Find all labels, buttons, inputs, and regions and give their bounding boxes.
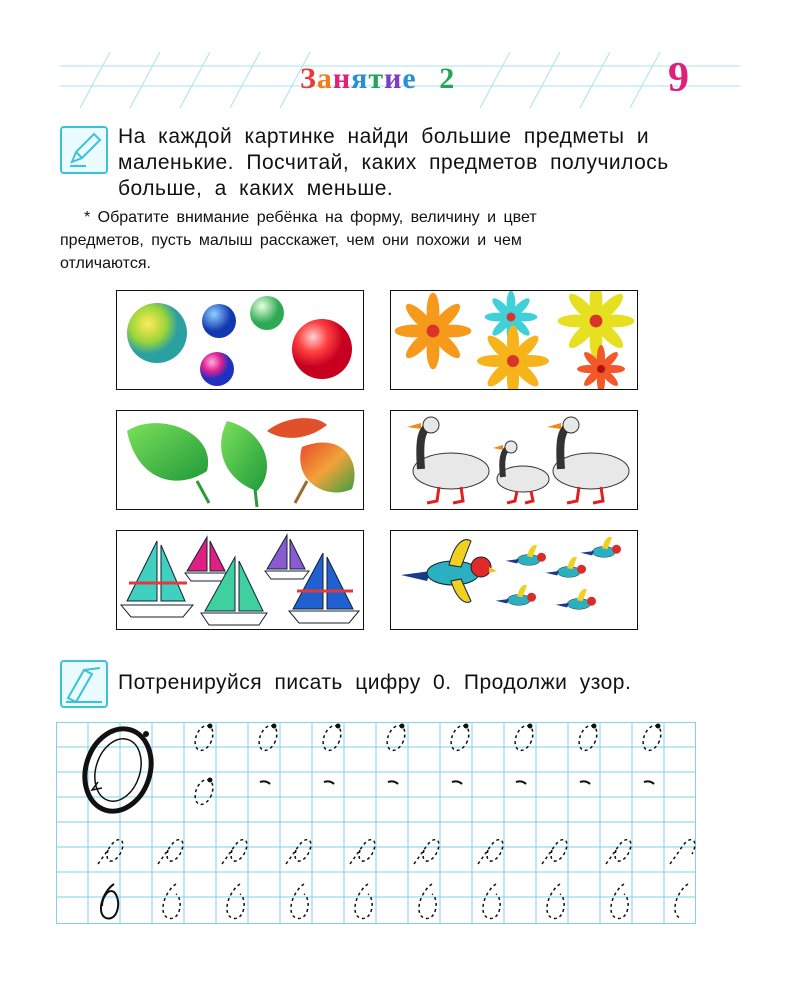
lesson-title — [300, 62, 455, 96]
trace-loop — [98, 840, 123, 864]
trace-loop — [222, 840, 247, 864]
pencil-icon — [60, 126, 108, 174]
start-mark — [452, 781, 462, 784]
note-line: отличаются. — [60, 255, 151, 272]
title-letter: а — [316, 62, 333, 95]
trace-zero — [256, 723, 281, 753]
flower-large — [395, 293, 472, 370]
title-letter: т — [368, 62, 385, 95]
trace-zero — [640, 723, 665, 753]
trace-loop — [286, 840, 311, 864]
bird-small — [556, 589, 597, 609]
bird-small — [581, 537, 622, 557]
trace-loop — [542, 840, 567, 864]
sailboat-large — [121, 541, 193, 617]
trace-loop — [606, 840, 631, 864]
picture-leaves — [116, 410, 364, 510]
start-mark — [388, 781, 398, 784]
ball-small — [200, 352, 234, 386]
start-mark — [644, 781, 654, 784]
trace-zero — [576, 723, 601, 753]
goose-large — [407, 417, 489, 503]
start-mark — [324, 781, 334, 784]
ball-small — [250, 296, 284, 330]
goose-large — [547, 417, 629, 503]
leaf-large — [295, 443, 355, 503]
note-line: * Обратите внимание ребёнка на форму, величину и цвет — [84, 209, 537, 226]
trace-loop — [670, 840, 695, 864]
picture-flowers — [390, 290, 638, 390]
bird-small — [546, 557, 587, 577]
flower-large — [558, 291, 635, 359]
trace-loop-zero — [611, 884, 628, 918]
trace-loop-zero — [163, 884, 180, 918]
pen-icon — [60, 660, 108, 708]
trace-zero — [192, 777, 217, 807]
title-letter: и — [384, 62, 403, 95]
leaf-large — [221, 421, 267, 507]
sailboat-small — [185, 537, 229, 581]
title-letter: я — [351, 62, 369, 95]
bird-small — [506, 545, 547, 565]
ball-large — [127, 303, 187, 363]
start-mark — [516, 781, 526, 784]
writing-grid — [56, 722, 696, 924]
ball-small — [202, 304, 236, 338]
page-number: 9 — [668, 55, 689, 101]
task1-line: На каждой картинке найди большие предметы и — [118, 125, 650, 148]
trace-zero — [192, 723, 217, 753]
bird-large — [401, 540, 497, 603]
parent-note — [60, 206, 700, 275]
leaf-small — [267, 418, 327, 438]
task1-text — [118, 124, 669, 202]
trace-loop — [350, 840, 375, 864]
leaf-large — [127, 423, 209, 503]
bird-small — [496, 585, 537, 605]
trace-zero — [448, 723, 473, 753]
flower-large — [477, 325, 549, 389]
trace-loop-zero — [547, 884, 564, 918]
sample-loop-zero — [101, 884, 118, 918]
lesson-number: 2 — [439, 62, 456, 95]
trace-zero — [320, 723, 345, 753]
start-mark — [580, 781, 590, 784]
picture-sailboats — [116, 530, 364, 630]
trace-loop-zero — [483, 884, 500, 918]
note-line: предметов, пусть малыш расскажет, чем они похожи и чем — [60, 232, 522, 249]
task1-line: больше, а каких меньше. — [118, 177, 394, 200]
trace-zero — [512, 723, 537, 753]
title-letter: н — [332, 62, 352, 95]
trace-loop-zero — [227, 884, 244, 918]
picture-geese — [390, 410, 638, 510]
flower-small — [577, 345, 625, 389]
sailboat-small — [265, 535, 309, 579]
title-letter: е — [402, 62, 417, 95]
trace-loop-zero — [291, 884, 308, 918]
picture-balls — [116, 290, 364, 390]
start-mark — [260, 781, 270, 784]
trace-loop-zero — [355, 884, 372, 918]
task2-text: Потренируйся писать цифру 0. Продолжи узор. — [118, 671, 632, 694]
ball-large — [292, 319, 352, 379]
task1-line: маленькие. Посчитай, каких предметов получилось — [118, 151, 669, 174]
goose-small — [493, 441, 549, 503]
trace-loop-zero — [675, 884, 688, 918]
trace-loop — [414, 840, 439, 864]
trace-loop-zero — [419, 884, 436, 918]
trace-loop — [158, 840, 183, 864]
trace-loop — [478, 840, 503, 864]
picture-birds — [390, 530, 638, 630]
title-letter: З — [300, 62, 317, 95]
trace-zero — [384, 723, 409, 753]
